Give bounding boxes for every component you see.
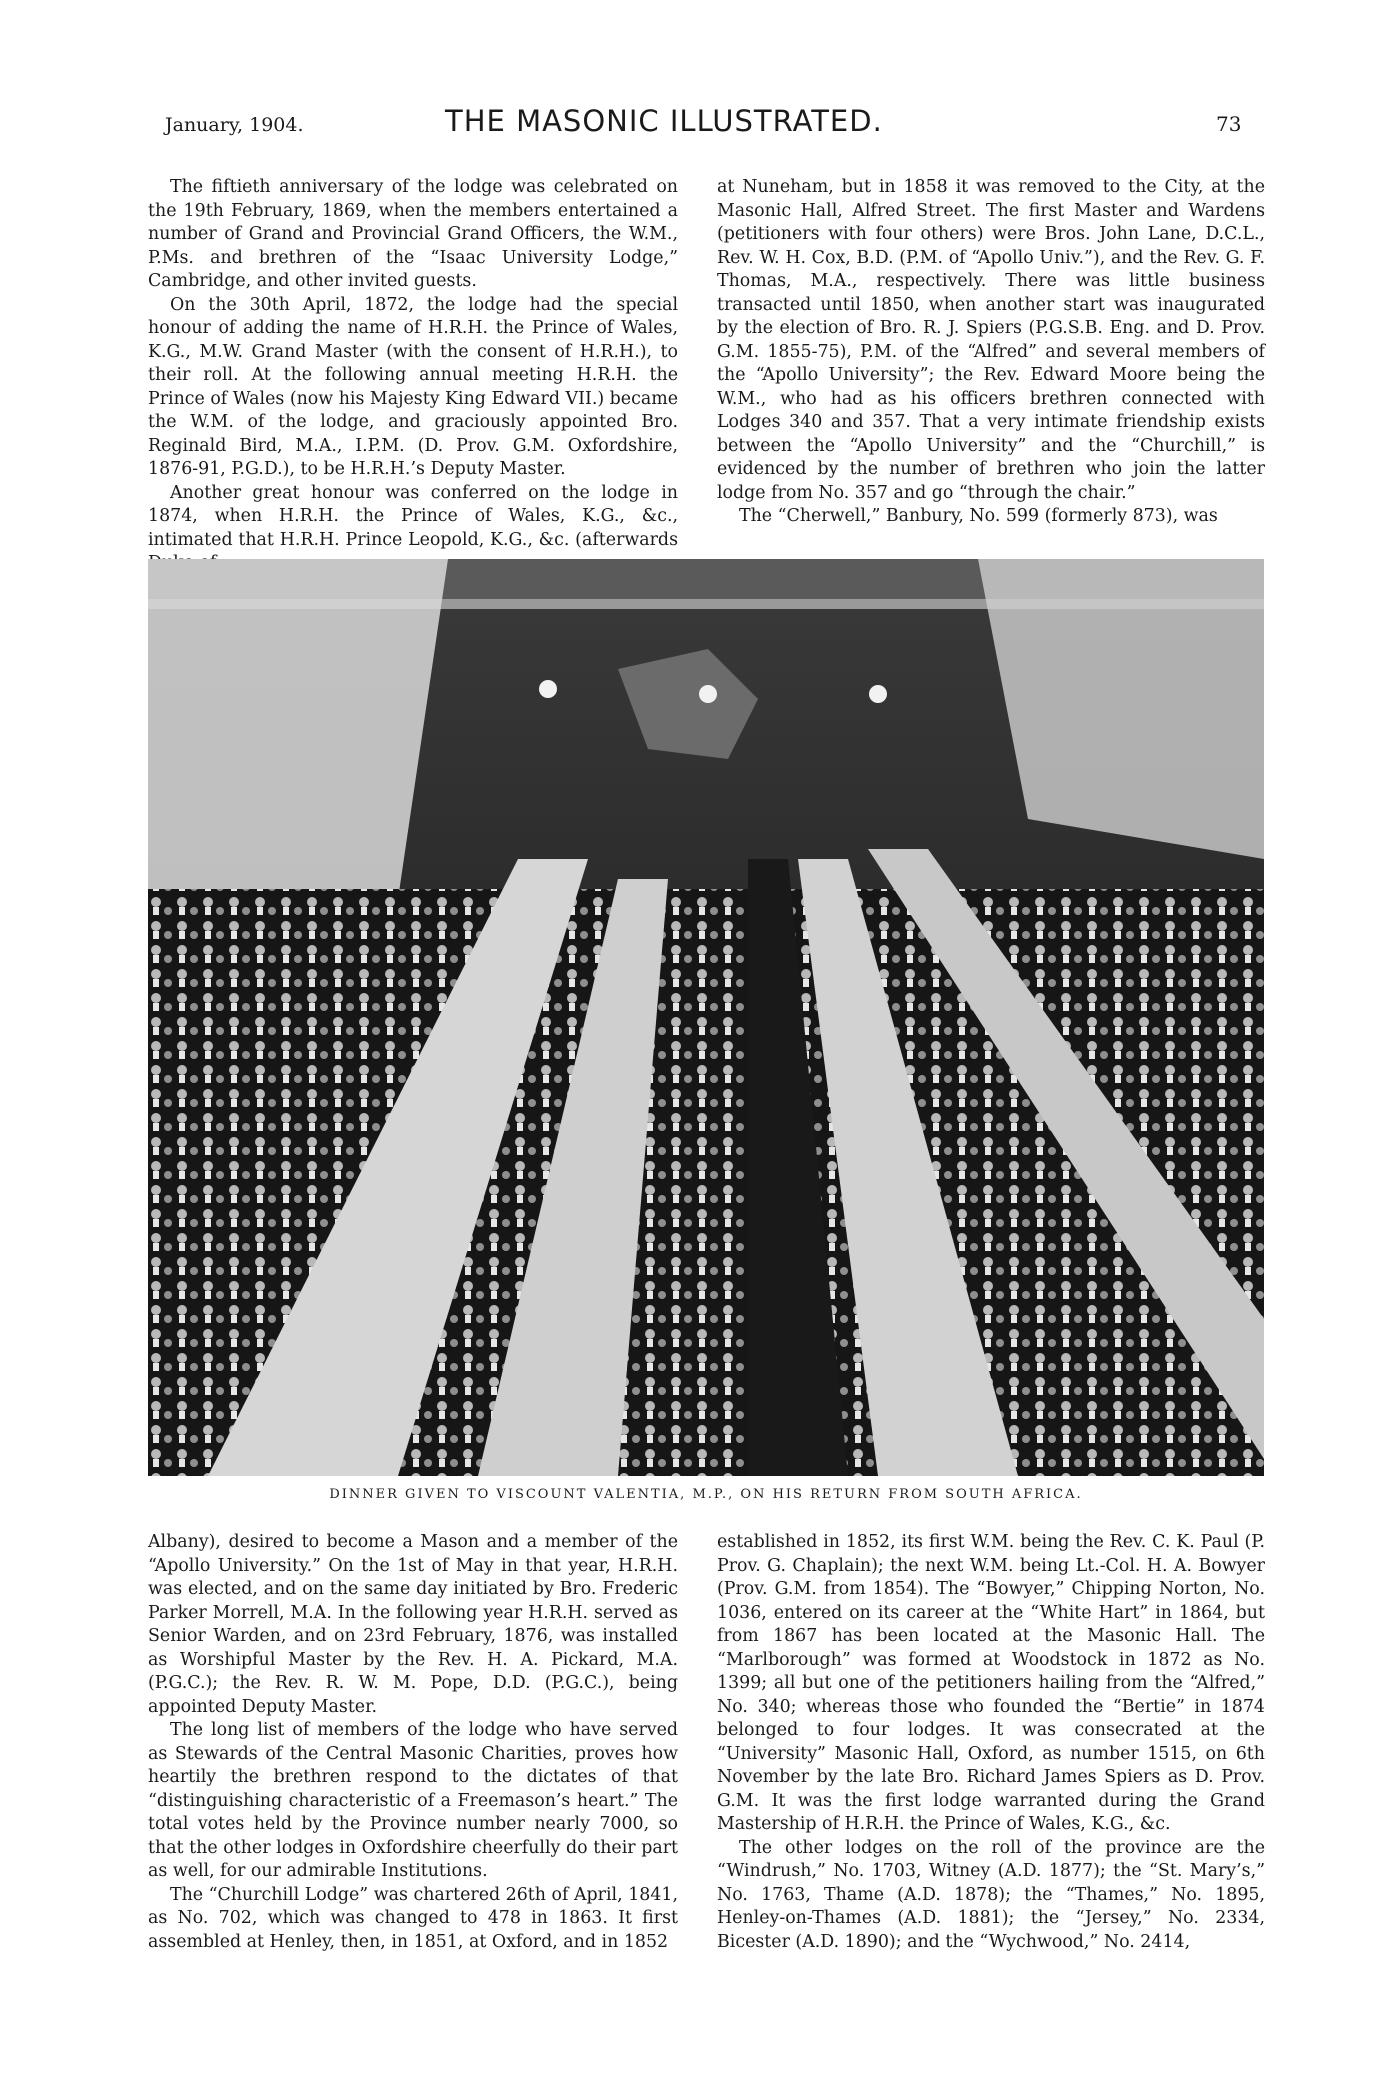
paragraph-continuation: at Nuneham, but in 1858 it was removed to the City, at the Masonic Hall, Alfred Street. The first Master and Wardens (petitioners with four others) were Bros. John Lane, D.C.L., Rev. W. H. Cox, B.D. (P.M. of “Apollo Univ.”), and the Rev. G. F. Thomas, M.A., respectively. There was little business transacted until 1850, when another start was inaugurated by the election of Bro. R. J. Spiers (P.G.S.B. Eng. and D. Prov. G.M. 1855-75), P.M. of the “Alfred” and several members of the “Apollo University”; the Rev. Edward Moore being the W.M., who had as his officers brethren connected with Lodges 340 and 357. That a very intimate friendship exists between the “Apollo University” and the “Churchill,” is evidenced by the number of brethren who join the latter lodge from No. 357 and go “through the chair.”: [717, 177, 1265, 503]
paragraph: Another great honour was conferred on the lodge in 1874, when H.R.H. the Prince of Wales, K.G., &c., intimated that H.R.H. Prince Leopold, K.G., &c. (afterwards: [148, 482, 678, 550]
paragraph: The “Cherwell,” Banbury, No. 599 (formerly 873), was: [739, 506, 1218, 526]
banquet-scene-illustration: [148, 559, 1264, 1476]
column-bottom-right: [717, 1531, 1265, 1954]
paragraph: The “Churchill Lodge” was chartered 26th of April, 1841, as No. 702, which was changed to 478 in 1863. It first assembled at Henley, then, in 1851, at Oxford, and in 1852: [148, 1884, 678, 1952]
banquet-photograph: [148, 559, 1264, 1476]
publication-title: THE MASONIC ILLUSTRATED.: [445, 104, 883, 138]
page-header: [0, 100, 1396, 140]
column-bottom-left: [148, 1531, 678, 1954]
photo-caption: DINNER GIVEN TO VISCOUNT VALENTIA, M.P., ON HIS RETURN FROM SOUTH AFRICA.: [329, 1487, 1083, 1502]
paragraph: The long list of members of the lodge who have served as Stewards of the Central Masonic Charities, proves how heartily the brethren respond to the dictates of that “distinguishing characteristic of a Freemason’s heart.” The total votes held by the Province number nearly 7000, so that the other lodges in Oxfordshire cheerfully do their part as well, for our admirable Institutions.: [148, 1720, 678, 1881]
page-number: 73: [1216, 112, 1242, 136]
issue-date: January, 1904.: [165, 114, 304, 136]
paragraph: On the 30th April, 1872, the lodge had the special honour of adding the name of H.R.H. the Prince of Wales, K.G., M.W. Grand Master (with the consent of H.R.H.), to their roll. At the following annual meeting H.R.H. the Prince of Wales (now his Majesty King Edward VII.) became the W.M. of the lodge, and graciously appointed Bro. Reginald Bird, M.A., I.P.M. (D. Prov. G.M. Oxfordshire, 1876-91, P.G.D.), to be H.R.H.’s Deputy Master.: [148, 294, 678, 479]
paragraph: The fiftieth anniversary of the lodge was celebrated on the 19th February, 1869, when the members entertained a number of Grand and Provincial Grand Officers, the W.M., P.Ms. and brethren of the “Isaac University Lodge,” Cambridge, and other invited guests.: [148, 177, 678, 291]
paragraph: The other lodges on the roll of the province are the “Windrush,” No. 1703, Witney (A.D. 1877); the “St. Mary’s,” No. 1763, Thame (A.D. 1878); the “Thames,” No. 1895, Henley-on-Thames (A.D. 1881); the “Jersey,” No. 2334, Bicester (A.D. 1890); and the “Wychwood,” No. 2414,: [717, 1837, 1265, 1952]
paragraph-continuation: Albany), desired to become a Mason and a member of the “Apollo University.” On the 1st of May in that year, H.R.H. was elected, and on the same day initiated by Bro. Frederic Parker Morrell, M.A. In the following year H.R.H. served as Senior Warden, and on 23rd February, 1876, was installed as Worshipful Master by the Rev. H. A. Pickard, M.A. (P.G.C.); the Rev. R. W. M. Pope, D.D. (P.G.C.), being appointed Deputy Master.: [148, 1532, 678, 1717]
paragraph-continuation: established in 1852, its first W.M. being the Rev. C. K. Paul (P. Prov. G. Chaplain); the next W.M. being Lt.-Col. H. A. Bowyer (Prov. G.M. from 1854). The “Bowyer,” Chipping Norton, No. 1036, entered on its career at the “White Hart” in 1864, but from 1867 has been located at the Masonic Hall. The “Marlborough” was formed at Woodstock in 1872 as No. 1399; all but one of the petitioners hailing from the “Alfred,” No. 340; whereas those who founded the “Bertie” in 1874 belonged to four lodges. It was consecrated at the “University” Masonic Hall, Oxford, as number 1515, on 6th November by the late Bro. Richard James Spiers as D. Prov. G.M. It was the first lodge warranted during the Grand Mastership of H.R.H. the Prince of Wales, K.G., &c.: [717, 1532, 1265, 1834]
column-top-left: [148, 176, 678, 576]
column-top-right: [717, 176, 1265, 529]
